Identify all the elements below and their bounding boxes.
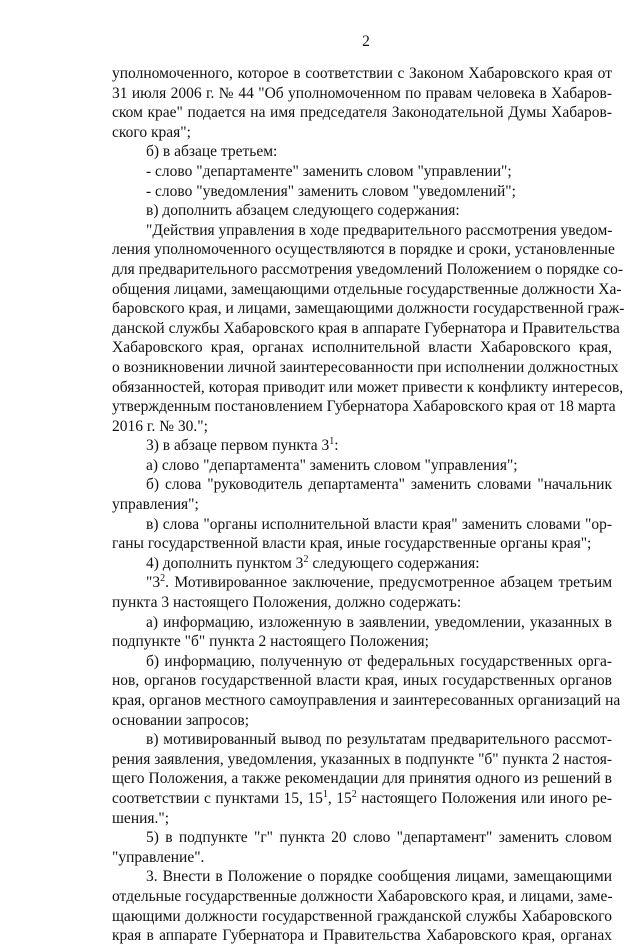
text-line: 3. Внести в Положение о порядке сообщения лицами, замещающими bbox=[146, 868, 612, 886]
superscript: 2 bbox=[160, 573, 166, 585]
text-line: щающими должности государственной гражданской службы Хабаровского bbox=[112, 907, 612, 925]
text-line: края в аппарате Губернатора и Правительства Хабаровского края, органах bbox=[112, 927, 612, 945]
text-line: утвержденным постановлением Губернатора Хабаровского края от 18 марта bbox=[112, 398, 616, 416]
text-line: 31 июля 2006 г. № 44 "Об уполномоченном по правам человека в Хабаров- bbox=[112, 84, 612, 102]
text-line: - слово "уведомления" заменить словом "уведомлений"; bbox=[146, 182, 516, 200]
text-line: отдельные государственные должности Хабаровского края, и лицами, заме- bbox=[112, 887, 613, 905]
text-line: б) информацию, полученную от федеральных государственных орга- bbox=[146, 652, 612, 670]
text-line: данской службы Хабаровского края в аппарате Губернатора и Правительства bbox=[112, 319, 620, 337]
superscript: 1 bbox=[322, 788, 328, 800]
text-line: нов, органов государственной власти края, иных государственных органов bbox=[112, 672, 612, 690]
text-line: "Действия управления в ходе предварительного рассмотрения уведом- bbox=[146, 221, 613, 239]
text-line: в) слова "органы исполнительной власти края" заменить словами "ор- bbox=[146, 515, 612, 533]
text-line: а) слово "департамента" заменить словом "управления"; bbox=[146, 456, 518, 474]
text-line: "управление". bbox=[112, 848, 205, 866]
text-line: ском крае" подается на имя председателя Законодательной Думы Хабаров- bbox=[112, 104, 612, 122]
text-line: 3) в абзаце первом пункта $3^1$: bbox=[146, 436, 339, 455]
text-line: подпункте "б" пункта 2 настоящего Положения; bbox=[112, 633, 429, 651]
text-line: баровского края, и лицами, замещающими должности государственной граж- bbox=[112, 300, 625, 318]
text-line: пункта 3 настоящего Положения, должно содержать: bbox=[112, 594, 462, 612]
text-line: 2016 г. № 30."; bbox=[112, 417, 208, 435]
text-line: уполномоченного, которое в соответствии с Законом Хабаровского края от bbox=[112, 65, 612, 82]
text-line: б) в абзаце третьем: bbox=[146, 143, 278, 161]
text-line: ского края"; bbox=[112, 123, 191, 141]
text-line: края, органов местного самоуправления и заинтересованных организаций на bbox=[112, 692, 621, 709]
text-line: - слово "департаменте" заменить словом "управлении"; bbox=[146, 162, 512, 180]
text-line: рения заявления, уведомления, указанных в подпункте "б" пункта 2 настоя- bbox=[112, 750, 612, 768]
superscript: 2 bbox=[351, 788, 357, 800]
superscript: 1 bbox=[329, 436, 335, 448]
text-line: 5) в подпункте "г" пункта 20 слово "департамент" заменить словом bbox=[146, 829, 612, 847]
text-line: а) информацию, изложенную в заявлении, уведомлении, указанных в bbox=[146, 613, 612, 631]
text-line: основании запросов; bbox=[112, 711, 250, 729]
text-line: ганы государственной власти края, иные государственные органы края"; bbox=[112, 535, 592, 553]
text-line: б) слова "руководитель департамента" заменить словами "начальник bbox=[146, 476, 612, 494]
text-line: соответствии с пунктами 15, $15^1$, $15^2$ настоящего Положения или иного ре- bbox=[112, 788, 612, 807]
text-line: управления"; bbox=[112, 496, 199, 514]
text-line: "$3^2$. Мотивированное заключение, предусмотренное абзацем третьим bbox=[146, 573, 612, 592]
page-number: 2 bbox=[362, 33, 370, 50]
text-line: щего Положения, а также рекомендации для принятия одного из решений в bbox=[112, 770, 612, 788]
text-line: в) мотивированный вывод по результатам предварительного рассмот- bbox=[146, 731, 612, 749]
text-line: обязанностей, которая приводит или может привести к конфликту интересов, bbox=[112, 378, 624, 396]
text-line: в) дополнить абзацем следующего содержания: bbox=[146, 202, 460, 220]
text-line: о возникновении личной заинтересованности при исполнении должностных bbox=[112, 358, 619, 376]
text-line: Хабаровского края, органах исполнительной власти Хабаровского края, bbox=[112, 339, 612, 357]
text-line: для предварительного рассмотрения уведомлений Положением о порядке со- bbox=[112, 260, 623, 278]
document-body bbox=[112, 64, 625, 946]
superscript: 2 bbox=[303, 553, 309, 565]
text-line: общения лицами, замещающими отдельные государственные должности Ха- bbox=[112, 280, 622, 298]
text-line: шения."; bbox=[112, 809, 170, 827]
text-line: 4) дополнить пунктом $3^2$ следующего содержания: bbox=[146, 553, 480, 572]
text-line: ления уполномоченного осуществляются в порядке и сроки, установленные bbox=[112, 241, 615, 259]
